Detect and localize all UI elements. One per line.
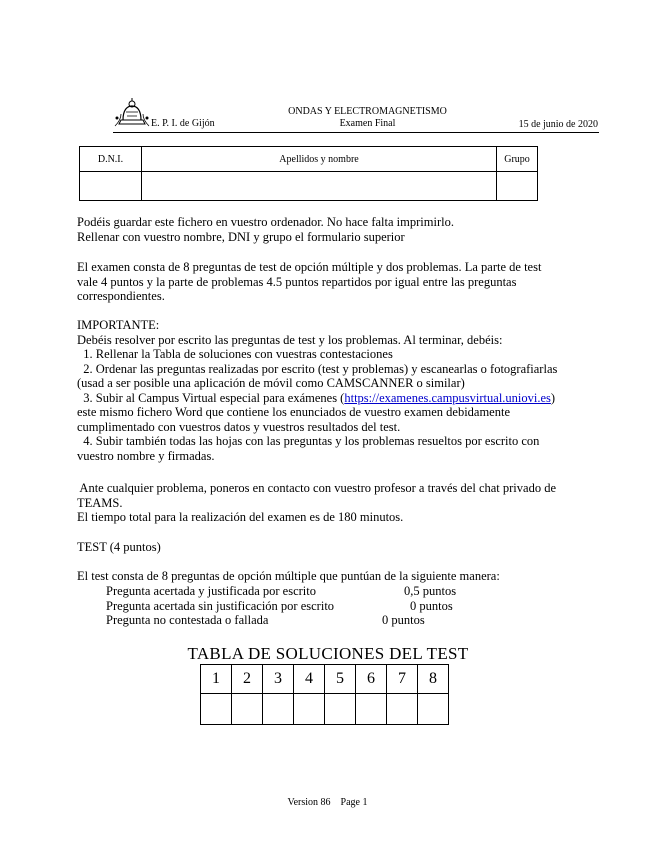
answer-cell[interactable] [325, 694, 356, 725]
exam-campus-link[interactable]: https://examenes.campusvirtual.uniovi.es [344, 390, 551, 405]
header-center [255, 106, 480, 130]
page-footer [0, 797, 655, 808]
scoring-label: Pregunta acertada sin justificación por escrito [106, 598, 335, 613]
question-number: 8 [418, 665, 449, 694]
version-label: Version 86 [287, 797, 331, 808]
important-section [77, 318, 577, 463]
group-header: Grupo [497, 147, 538, 172]
scoring-points: 0 puntos [382, 613, 425, 627]
question-number: 4 [294, 665, 325, 694]
time-line: El tiempo total para la realización del examen es de 180 minutos. [77, 510, 404, 524]
school-name: E. P. I. de Gijón [151, 118, 215, 129]
question-number: 2 [232, 665, 263, 694]
university-crest-icon [113, 98, 151, 128]
answer-cell[interactable] [387, 694, 418, 725]
group-field[interactable] [497, 172, 538, 201]
exam-date: 15 de junio de 2020 [518, 119, 598, 130]
test-description: El test consta de 8 preguntas de opción múltiple que puntúan de la siguiente manera: [77, 569, 500, 583]
answer-cell[interactable] [294, 694, 325, 725]
step-3-close: ) [550, 390, 556, 405]
scoring-label: Pregunta no contestada o fallada [106, 613, 269, 627]
header-divider [113, 132, 599, 133]
exam-description [77, 260, 577, 304]
header-left [113, 98, 233, 134]
important-title: IMPORTANTE: [77, 318, 160, 332]
step-3 [77, 391, 577, 406]
question-number: 3 [263, 665, 294, 694]
scoring-row [106, 613, 466, 628]
scoring-table [106, 584, 466, 628]
contact-line: TEAMS. [77, 495, 123, 510]
step-3-text: 3. Subir al Campus Virtual especial para exámenes ( [77, 390, 345, 405]
step-4: 4. Subir también todas las hojas con las preguntas y los problemas resueltos por escrito con [77, 434, 540, 448]
step-2-cont: (usad a ser posible una aplicación de móvil como CAMSCANNER o similar) [77, 376, 465, 390]
course-title: ONDAS Y ELECTROMAGNETISMO [288, 106, 447, 117]
answer-cell[interactable] [201, 694, 232, 725]
intro-line: Rellenar con vuestro nombre, DNI y grupo el formulario superior [77, 229, 405, 244]
scoring-points: 0 puntos [410, 598, 453, 613]
question-number: 5 [325, 665, 356, 694]
answer-cell[interactable] [418, 694, 449, 725]
step-1: 1. Rellenar la Tabla de soluciones con vuestras contestaciones [77, 347, 393, 361]
name-header: Apellidos y nombre [142, 147, 497, 172]
solutions-table [200, 664, 449, 725]
contact-section [77, 481, 577, 525]
scoring-label: Pregunta acertada y justificada por escrito [106, 584, 316, 598]
question-number: 6 [356, 665, 387, 694]
step-3-cont: cumplimentado con vuestros datos y vuestros resultados del test. [77, 419, 401, 434]
scoring-points: 0,5 puntos [404, 584, 457, 598]
contact-line: Ante cualquier problema, poneros en contacto con vuestro profesor a través del chat privado de [77, 481, 556, 495]
question-number: 7 [387, 665, 418, 694]
answer-cell[interactable] [232, 694, 263, 725]
answer-cell[interactable] [263, 694, 294, 725]
desc-line: correspondientes. [77, 289, 165, 303]
test-heading: TEST (4 puntos) [77, 540, 161, 554]
desc-line: El examen consta de 8 preguntas de test de opción múltiple y dos problemas. La parte de test [77, 260, 542, 274]
scoring-row [106, 599, 466, 614]
student-id-table [79, 146, 538, 201]
solutions-title: TABLA DE SOLUCIONES DEL TEST [187, 644, 469, 663]
page-number: Page 1 [340, 797, 368, 808]
intro-line: Podéis guardar este fichero en vuestro ordenador. No hace falta imprimirlo. [77, 215, 454, 229]
intro-paragraph [77, 215, 577, 244]
question-number: 1 [201, 665, 232, 694]
step-4-cont: vuestro nombre y firmadas. [77, 448, 215, 463]
answer-cell[interactable] [356, 694, 387, 725]
important-intro: Debéis resolver por escrito las preguntas de test y los problemas. Al terminar, debéis: [77, 332, 503, 347]
desc-line: vale 4 puntos y la parte de problemas 4.5 puntos repartidos por igual entre las preguntas [77, 274, 517, 289]
step-3-cont: este mismo fichero Word que contiene los enunciados de vuestro examen debidamente [77, 405, 511, 419]
exam-title: Examen Final [339, 118, 396, 129]
step-2: 2. Ordenar las preguntas realizadas por escrito (test y problemas) y escanearlas o fotografiarlas [77, 361, 558, 376]
dni-field[interactable] [80, 172, 142, 201]
dni-header: D.N.I. [80, 147, 142, 172]
name-field[interactable] [142, 172, 497, 201]
scoring-row [106, 584, 466, 599]
